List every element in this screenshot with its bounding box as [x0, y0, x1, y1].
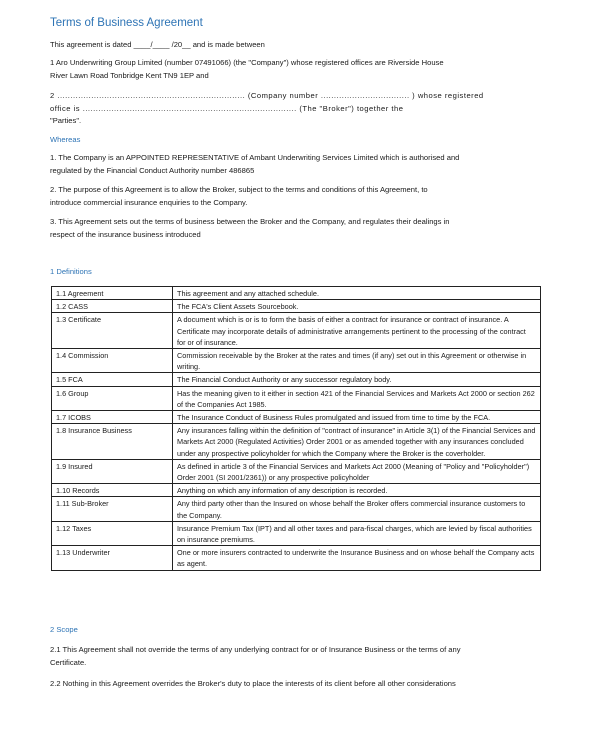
intro-line: This agreement is dated ____/____ /20__ and is made between — [50, 40, 265, 49]
definition-text: The Financial Conduct Authority or any successor regulatory body. — [173, 373, 541, 386]
definition-term: 1.13 Underwriter — [52, 546, 173, 570]
definition-term: 1.8 Insurance Business — [52, 424, 173, 460]
document-title: Terms of Business Agreement — [50, 17, 203, 29]
scope-2-line-1: 2.2 Nothing in this Agreement overrides the Broker's duty to place the interests of its client before all other considerations — [50, 679, 456, 688]
party-1-line-1: 1 Aro Underwriting Group Limited (number 07491066) (the "Company") whose registered offices are Riverside House — [50, 58, 444, 67]
table-row — [52, 411, 541, 424]
table-row — [52, 386, 541, 410]
definition-term: 1.7 ICOBS — [52, 411, 173, 424]
whereas-2-line-1: 2. The purpose of this Agreement is to allow the Broker, subject to the terms and conditions of this Agreement, to — [50, 185, 428, 194]
definition-term: 1.4 Commission — [52, 349, 173, 373]
whereas-1-line-2: regulated by the Financial Conduct Authority number 486865 — [50, 166, 255, 175]
table-row — [52, 521, 541, 545]
definitions-table — [51, 286, 541, 571]
table-row — [52, 313, 541, 349]
table-row — [52, 287, 541, 300]
definition-text: This agreement and any attached schedule. — [173, 287, 541, 300]
definition-text: Any insurances falling within the definition of "contract of insurance" in Article 3(1) of the Financial Services and Markets Act 2000 (Regulated Activities) Order 2001 or as amended together with any insurances concluded under any prospective policyholder for which the Company where the Broker is the coverholder. — [173, 424, 541, 460]
definition-text: The Insurance Conduct of Business Rules promulgated and issued from time to time by the FCA. — [173, 411, 541, 424]
definition-text: One or more insurers contracted to underwrite the Insurance Business and on whose behalf the Company acts as agent. — [173, 546, 541, 570]
definition-term: 1.3 Certificate — [52, 313, 173, 349]
definition-text: As defined in article 3 of the Financial Services and Markets Act 2000 (Meaning of "Policy and "Policyholder") Order 2001 (SI 2001/2361)) or any prospective policyholder — [173, 459, 541, 483]
party-2-line-3: "Parties". — [50, 116, 82, 125]
definition-term: 1.2 CASS — [52, 300, 173, 313]
definition-text: The FCA's Client Assets Sourcebook. — [173, 300, 541, 313]
definition-text: Any third party other than the Insured on whose behalf the Broker offers commercial insurance customers to the Company. — [173, 497, 541, 521]
definition-text: Has the meaning given to it either in section 421 of the Financial Services and Markets Act 2000 or section 262 of the Companies Act 1985. — [173, 386, 541, 410]
table-row — [52, 484, 541, 497]
definition-text: A document which is or is to form the basis of either a contract for insurance or contract of insurance. A Certificate may incorporate details of administrative arrangements pertinent to the processing of the contract for or of insurance. — [173, 313, 541, 349]
definition-term: 1.9 Insured — [52, 459, 173, 483]
definition-term: 1.5 FCA — [52, 373, 173, 386]
table-row — [52, 424, 541, 460]
definition-text: Anything on which any information of any description is recorded. — [173, 484, 541, 497]
definition-text: Commission receivable by the Broker at the rates and times (if any) set out in this Agreement or otherwise in writing. — [173, 349, 541, 373]
table-row — [52, 349, 541, 373]
definition-term: 1.6 Group — [52, 386, 173, 410]
party-1-line-2: River Lawn Road Tonbridge Kent TN9 1EP and — [50, 71, 209, 80]
whereas-3-line-1: 3. This Agreement sets out the terms of business between the Broker and the Company, and regulates their dealings in — [50, 217, 450, 226]
table-row — [52, 373, 541, 386]
definition-text: Insurance Premium Tax (IPT) and all other taxes and para-fiscal charges, which are levied by fiscal authorities on insurance premiums. — [173, 521, 541, 545]
definition-term: 1.12 Taxes — [52, 521, 173, 545]
whereas-1-line-1: 1. The Company is an APPOINTED REPRESENTATIVE of Ambant Underwriting Services Limited which is authorised and — [50, 153, 460, 162]
scope-1-line-1: 2.1 This Agreement shall not override the terms of any underlying contract for or of Insurance Business or the terms of any — [50, 645, 461, 654]
definition-term: 1.10 Records — [52, 484, 173, 497]
definitions-heading: 1 Definitions — [50, 267, 92, 276]
definition-term: 1.11 Sub-Broker — [52, 497, 173, 521]
definition-term: 1.1 Agreement — [52, 287, 173, 300]
table-row — [52, 546, 541, 570]
table-row — [52, 300, 541, 313]
scope-1-line-2: Certificate. — [50, 658, 87, 667]
whereas-heading: Whereas — [50, 135, 81, 144]
table-row — [52, 459, 541, 483]
whereas-3-line-2: respect of the insurance business introduced — [50, 230, 201, 239]
table-row — [52, 497, 541, 521]
party-2-line-1: 2 ........................................................................ (Company number .................................. ) whose registered — [50, 91, 484, 100]
party-2-line-2: office is .................................................................................. (The "Broker") together the — [50, 104, 404, 113]
whereas-2-line-2: introduce commercial insurance enquiries to the Company. — [50, 198, 248, 207]
scope-heading: 2 Scope — [50, 625, 78, 634]
